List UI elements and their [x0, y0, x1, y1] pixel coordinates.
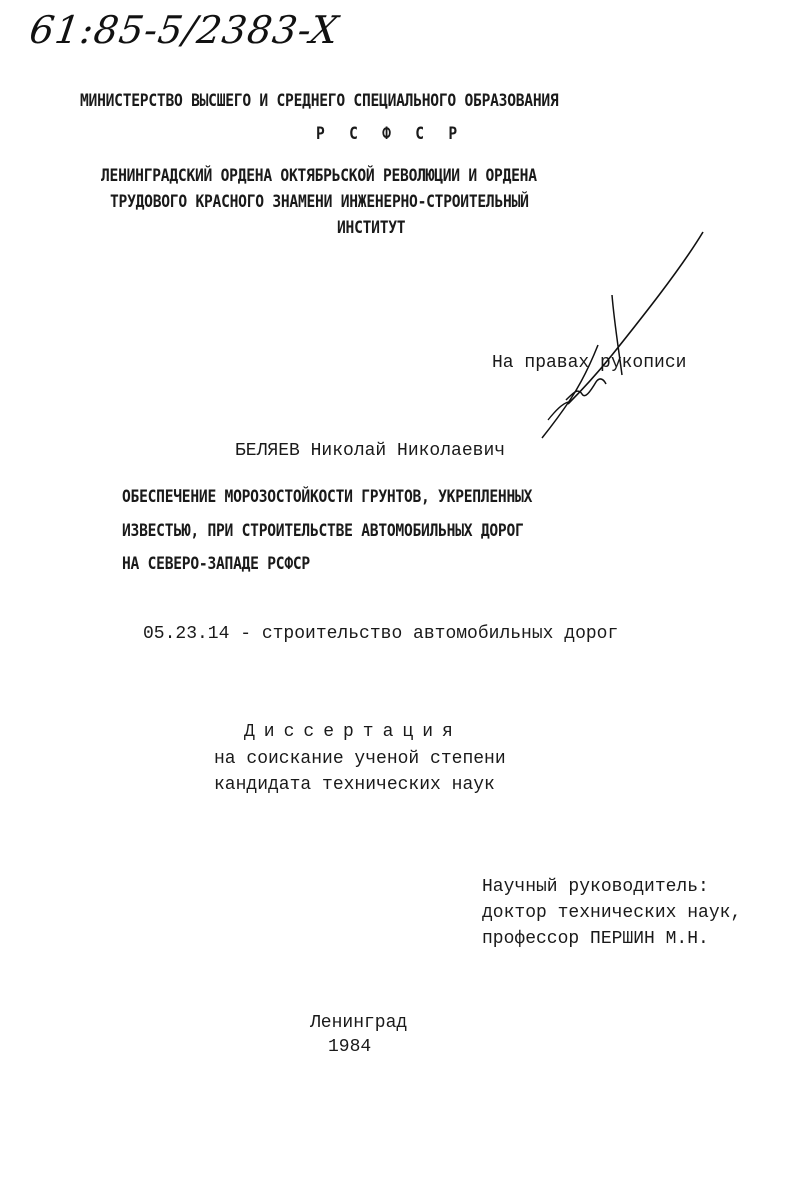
author-name: БЕЛЯЕВ Николай Николаевич	[235, 441, 506, 461]
archive-code-handwritten: 61:85-5/2383-X	[26, 8, 342, 52]
city: Ленинград	[310, 1013, 408, 1033]
institute-line-2: ТРУДОВОГО КРАСНОГО ЗНАМЕНИ ИНЖЕНЕРНО-СТРОИТЕЛЬНЫЙ	[110, 192, 529, 212]
year: 1984	[328, 1037, 372, 1057]
dissertation-word: Диссертация	[244, 722, 462, 742]
supervisor-name: профессор ПЕРШИН М.Н.	[482, 929, 709, 949]
institute-line-1: ЛЕНИНГРАДСКИЙ ОРДЕНА ОКТЯБРЬСКОЙ РЕВОЛЮЦИИ И ОРДЕНА	[101, 166, 537, 186]
degree-line-3: кандидата технических наук	[214, 775, 495, 795]
title-line-1: ОБЕСПЕЧЕНИЕ МОРОЗОСТОЙКОСТИ ГРУНТОВ, УКРЕПЛЕННЫХ	[122, 487, 533, 507]
ministry-heading: МИНИСТЕРСТВО ВЫСШЕГО И СРЕДНЕГО СПЕЦИАЛЬНОГО ОБРАЗОВАНИЯ	[80, 91, 559, 111]
republic-heading: Р С Ф С Р	[316, 124, 465, 144]
specialty-code: 05.23.14 - строительство автомобильных дорог	[143, 624, 619, 644]
manuscript-rights: На правах рукописи	[492, 353, 687, 373]
supervisor-degree: доктор технических наук,	[482, 903, 742, 923]
title-line-3: НА СЕВЕРО-ЗАПАДЕ РСФСР	[122, 554, 310, 574]
institute-line-3: ИНСТИТУТ	[337, 218, 406, 238]
supervisor-label: Научный руководитель:	[482, 877, 709, 897]
title-line-2: ИЗВЕСТЬЮ, ПРИ СТРОИТЕЛЬСТВЕ АВТОМОБИЛЬНЫХ ДОРОГ	[122, 521, 524, 541]
degree-line-2: на соискание ученой степени	[214, 749, 506, 769]
